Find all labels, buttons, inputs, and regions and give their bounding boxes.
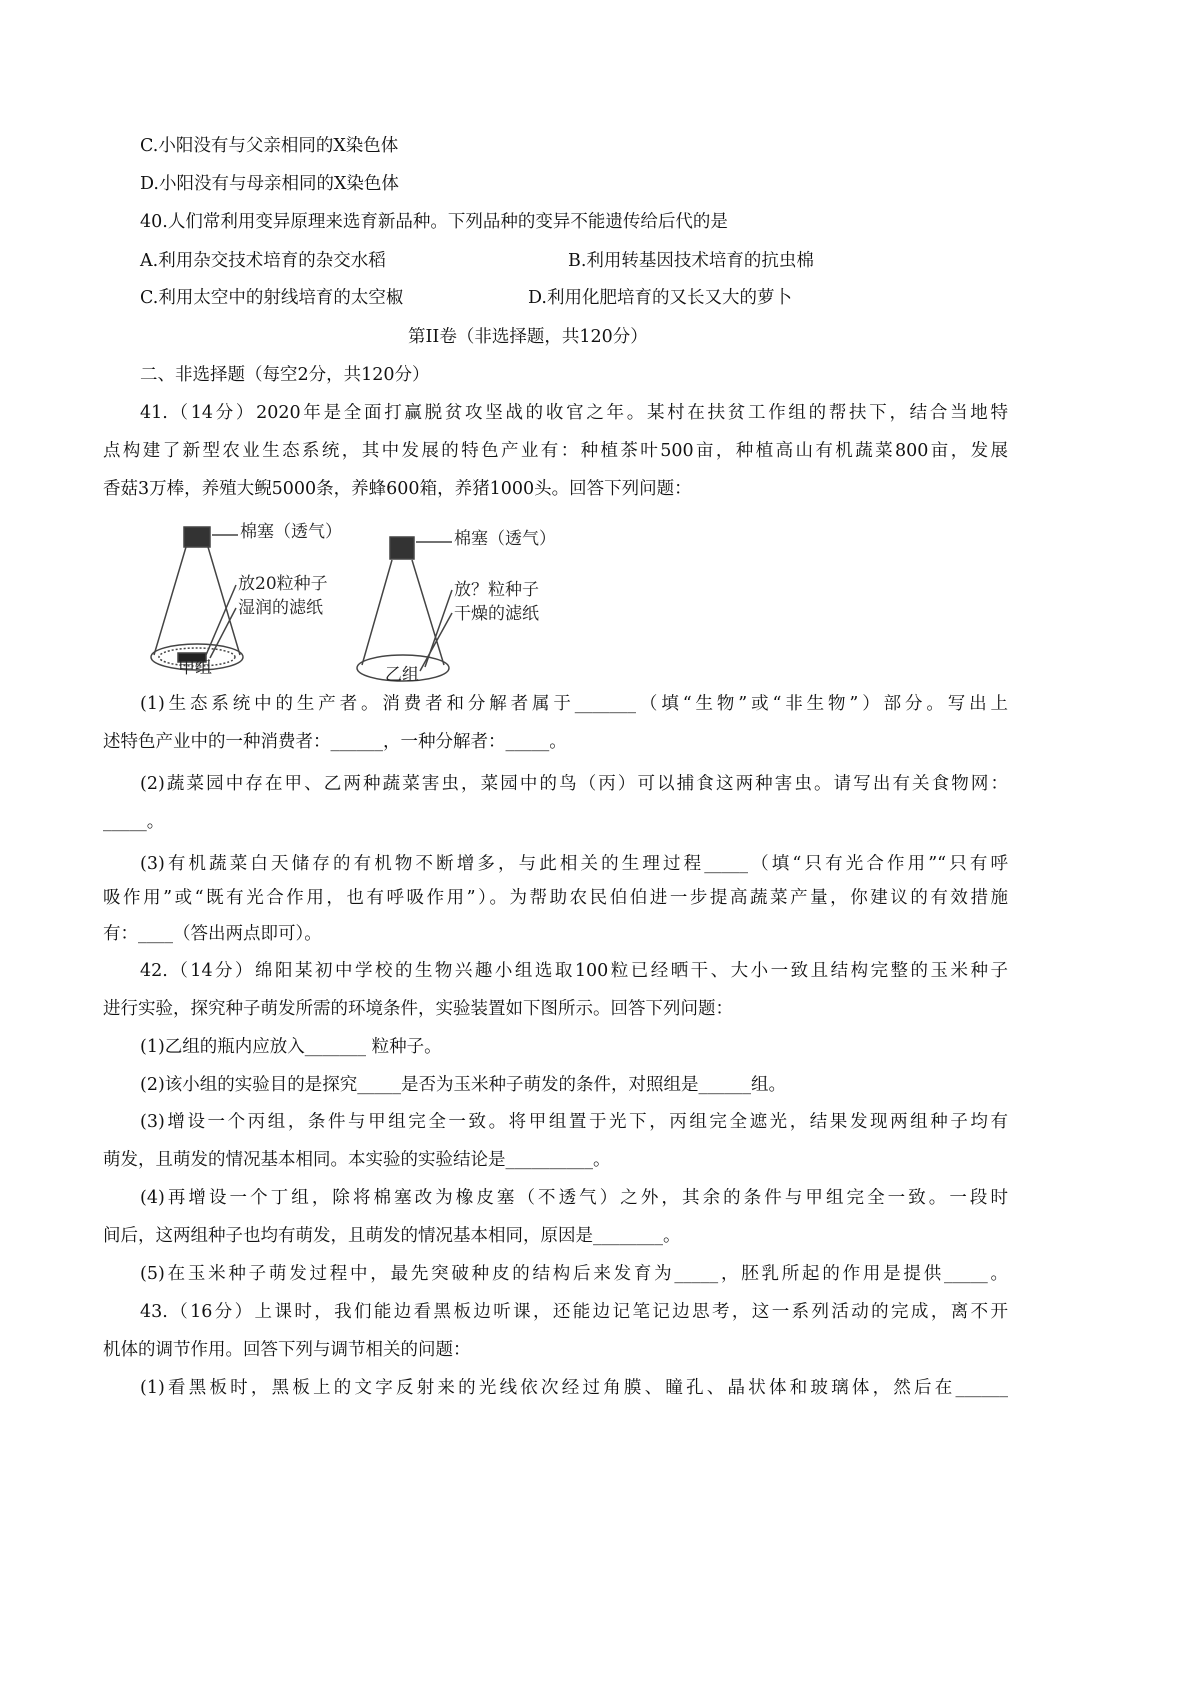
q42-sub4: 间后，这两组种子也均有萌发，且萌发的情况基本相同，原因是________。 bbox=[103, 1226, 681, 1246]
paper-label-a: 湿润的滤纸 bbox=[238, 598, 323, 618]
q41-line: 点构建了新型农业生态系统，其中发展的特色产业有：种植茶叶500亩，种植高山有机蔬菜800亩，发展 bbox=[103, 441, 1008, 461]
cotton-stopper bbox=[390, 537, 414, 559]
q40-option-c: C.利用太空中的射线培育的太空椒 bbox=[140, 288, 404, 308]
q40-option-b: B.利用转基因技术培育的抗虫棉 bbox=[568, 251, 814, 271]
q42-line: 42.（14分）绵阳某初中学校的生物兴趣小组选取100粒已经晒干、大小一致且结构完整的玉米种子 bbox=[140, 961, 1008, 981]
q42-sub1: (1)乙组的瓶内应放入_______ 粒种子。 bbox=[140, 1037, 442, 1057]
q39-option-d: D.小阳没有与母亲相同的X染色体 bbox=[140, 174, 399, 194]
flask-group-a bbox=[151, 527, 243, 670]
group-a-label: 甲组 bbox=[178, 658, 212, 678]
q41-sub1: (1)生态系统中的生产者。消费者和分解者属于_______（填“生物”或“非生物”）部分。写出上 bbox=[140, 694, 1008, 714]
q41-sub3: (3)有机蔬菜白天储存的有机物不断增多，与此相关的生理过程_____（填“只有光合作用”“只有呼 bbox=[140, 854, 1008, 874]
q41-sub3: 有：____（答出两点即可）。 bbox=[103, 924, 322, 944]
q42-sub2: (2)该小组的实验目的是探究_____是否为玉米种子萌发的条件，对照组是______组。 bbox=[140, 1075, 787, 1095]
q40-stem: 40.人们常利用变异原理来选育新品种。下列品种的变异不能遗传给后代的是 bbox=[140, 212, 728, 232]
q41-line: 香菇3万棒，养殖大鲵5000条，养蜂600箱，养猪1000头。回答下列问题： bbox=[103, 479, 692, 499]
section-subtitle: 二、非选择题（每空2分，共120分） bbox=[140, 365, 430, 385]
q42-sub3: 萌发，且萌发的情况基本相同。本实验的实验结论是__________。 bbox=[103, 1150, 611, 1170]
q43-line: 43.（16分）上课时，我们能边看黑板边听课，还能边记笔记边思考，这一系列活动的完成，离不开 bbox=[140, 1302, 1008, 1322]
seed-label-b: 放？粒种子 bbox=[454, 580, 539, 600]
q39-option-c: C.小阳没有与父亲相同的X染色体 bbox=[140, 136, 399, 156]
seed-germination-figure bbox=[140, 505, 580, 690]
section-title: 第II卷（非选择题，共120分） bbox=[408, 327, 648, 347]
q43-line: 机体的调节作用。回答下列与调节相关的问题： bbox=[103, 1340, 471, 1360]
q42-sub3: (3)增设一个丙组，条件与甲组完全一致。将甲组置于光下，丙组完全遮光，结果发现两组种子均有 bbox=[140, 1112, 1008, 1132]
cotton-stopper bbox=[184, 527, 210, 547]
stopper-label-a: 棉塞（透气） bbox=[240, 522, 342, 542]
q42-sub4: (4)再增设一个丁组，除将棉塞改为橡皮塞（不透气）之外，其余的条件与甲组完全一致。一段时 bbox=[140, 1188, 1008, 1208]
q41-line: 41.（14分）2020年是全面打赢脱贫攻坚战的收官之年。某村在扶贫工作组的帮扶下，结合当地特 bbox=[140, 403, 1008, 423]
q42-line: 进行实验，探究种子萌发所需的环境条件，实验装置如下图所示。回答下列问题： bbox=[103, 999, 733, 1019]
seed-label-a: 放20粒种子 bbox=[238, 574, 328, 594]
q41-sub1: 述特色产业中的一种消费者：______，一种分解者：_____。 bbox=[103, 732, 567, 752]
paper-label-b: 干燥的滤纸 bbox=[454, 604, 539, 624]
q40-option-d: D.利用化肥培育的又长又大的萝卜 bbox=[528, 288, 792, 308]
q42-sub5: (5)在玉米种子萌发过程中，最先突破种皮的结构后来发育为_____，胚乳所起的作用是提供_____。 bbox=[140, 1264, 1008, 1284]
group-b-label: 乙组 bbox=[385, 665, 419, 685]
q40-option-a: A.利用杂交技术培育的杂交水稻 bbox=[140, 251, 386, 271]
q41-sub2: (2)蔬菜园中存在甲、乙两种蔬菜害虫，菜园中的鸟（丙）可以捕食这两种害虫。请写出有关食物网： bbox=[140, 774, 1008, 794]
q41-sub2: _____。 bbox=[103, 812, 165, 832]
q43-sub1: (1)看黑板时，黑板上的文字反射来的光线依次经过角膜、瞳孔、晶状体和玻璃体，然后在______ bbox=[140, 1378, 1008, 1398]
q41-sub3: 吸作用”或“既有光合作用，也有呼吸作用”）。为帮助农民伯伯进一步提高蔬菜产量，你建议的有效措施 bbox=[103, 888, 1008, 908]
flask-group-b bbox=[357, 537, 452, 681]
stopper-label-b: 棉塞（透气） bbox=[454, 529, 556, 549]
